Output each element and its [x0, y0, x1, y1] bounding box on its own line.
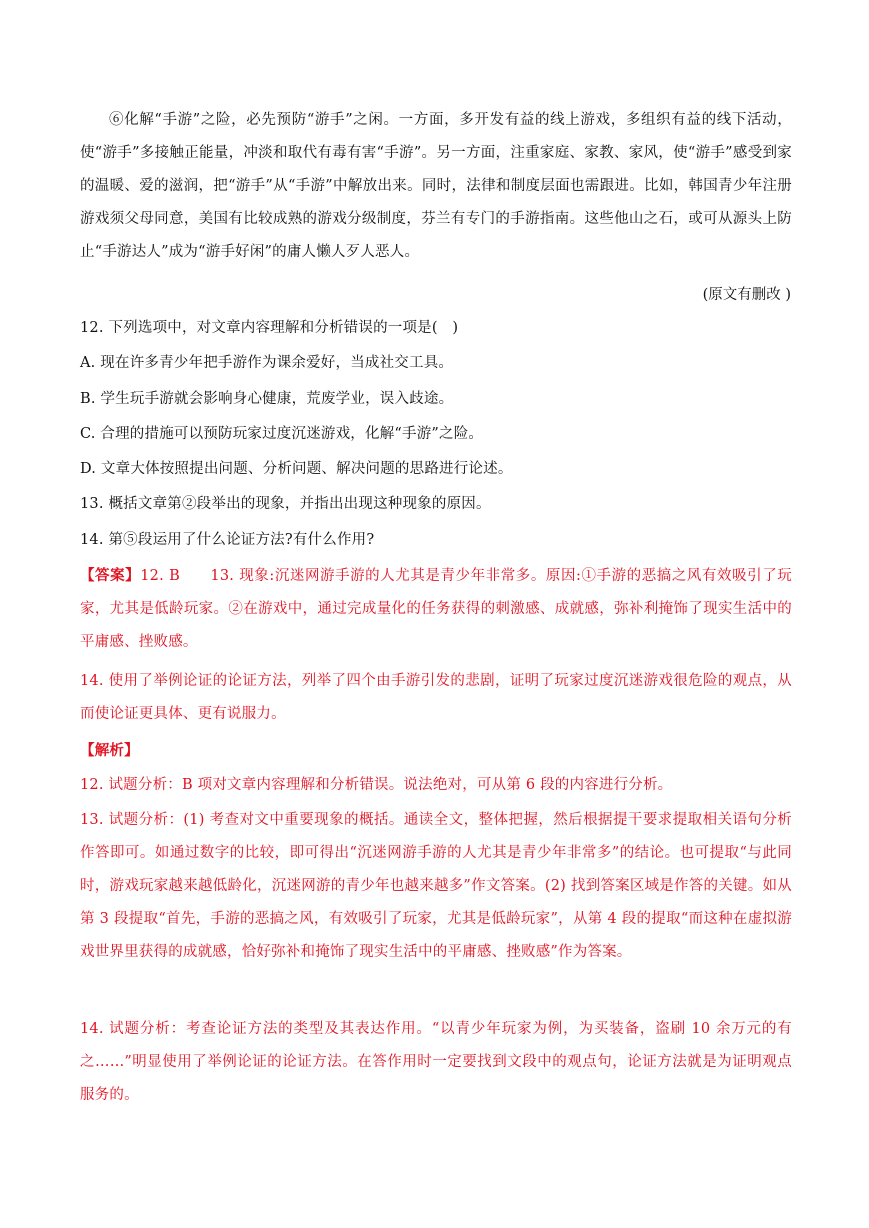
question-12-option-d: D. 文章大体按照提出问题、分析问题、解决问题的思路进行论述。 [80, 461, 513, 477]
analysis-label: 【解析】 [80, 742, 139, 759]
question-12: 12. 下列选项中，对文章内容理解和分析错误的一项是( ) [80, 320, 459, 336]
answer-label: 【答案】 [80, 567, 141, 584]
analysis-12: 12. 试题分析：B 项对文章内容理解和分析错误。说法绝对，可从第 6 段的内容进行分析。 [80, 777, 673, 793]
answer-14: 14. 使用了举例论证的论证方法，列举了四个由手游引发的悲剧，证明了玩家过度沉迷游戏很危险的观点，从而使论证更具体、更有说服力。 [80, 673, 792, 722]
question-13: 13. 概括文章第②段举出的现象，并指出出现这种现象的原因。 [80, 496, 491, 512]
analysis-13: 13. 试题分析：(1) 考查对文中重要现象的概括。通读全文，整体把握，然后根据提干要求提取相关语句分析作答即可。如通过数字的比较，即可得出“沉迷网游手游的人尤其是青少年非常多”的结论。也可提取“与此同时，游戏玩家越来越低龄化，沉迷网游的青少年也越来越多”作文答案。(2) 找到答案区域是作答的关键。如从第 3 段提取“首先，手游的恶搞之风，有效吸引了玩家，尤其是低龄玩家”，从第 4 段的提取“而这种在虚拟游戏世界里获得的成就感，恰好弥补和掩饰了现实生活中的平庸感、挫败感”作为答案。 [80, 812, 792, 960]
question-12-option-a: A. 现在许多青少年把手游作为课余爱好，当成社交工具。 [80, 355, 454, 371]
analysis-14: 14. 试题分析：考查论证方法的类型及其表达作用。“以青少年玩家为例，为买装备，盗刷 10 余万元的有之……”明显使用了举例论证的论证方法。在答作用时一定要找到文段中的观点句，论证方法就是为证明观点服务的。 [80, 1021, 792, 1103]
answer-section-12-13 [80, 559, 792, 659]
question-12-option-b: B. 学生玩手游就会影响身心健康，荒废学业，误入歧途。 [80, 391, 454, 407]
source-note: (原文有删改 ) [702, 287, 791, 303]
question-12-option-c: C. 合理的措施可以预防玩家过度沉迷游戏，化解“手游”之险。 [80, 426, 484, 442]
answer-12-13-text: 12. B 13. 现象:沉迷网游手游的人尤其是青少年非常多。原因:①手游的恶搞之风有效吸引了玩家，尤其是低龄玩家。②在游戏中，通过完成量化的任务获得的刺激感、成就感，弥补利掩饰了现实生活中的平庸感、挫败感。 [80, 568, 792, 650]
question-14: 14. 第⑤段运用了什么论证方法?有什么作用? [80, 532, 375, 548]
passage-paragraph-6: ⑥化解“手游”之险，必先预防“游手”之闲。一方面，多开发有益的线上游戏，多组织有益的线下活动，使“游手”多接触正能量，冲淡和取代有毒有害“手游”。另一方面，注重家庭、家教、家风，使“游手”感受到家的温暖、爱的滋润，把“游手”从“手游”中解放出来。同时，法律和制度层面也需跟进。比如，韩国青少年注册游戏须父母同意，美国有比较成熟的游戏分级制度，芬兰有专门的手游指南。这些他山之石，或可从源头上防止“手游达人”成为“游手好闲”的庸人懒人歹人恶人。 [80, 112, 792, 260]
